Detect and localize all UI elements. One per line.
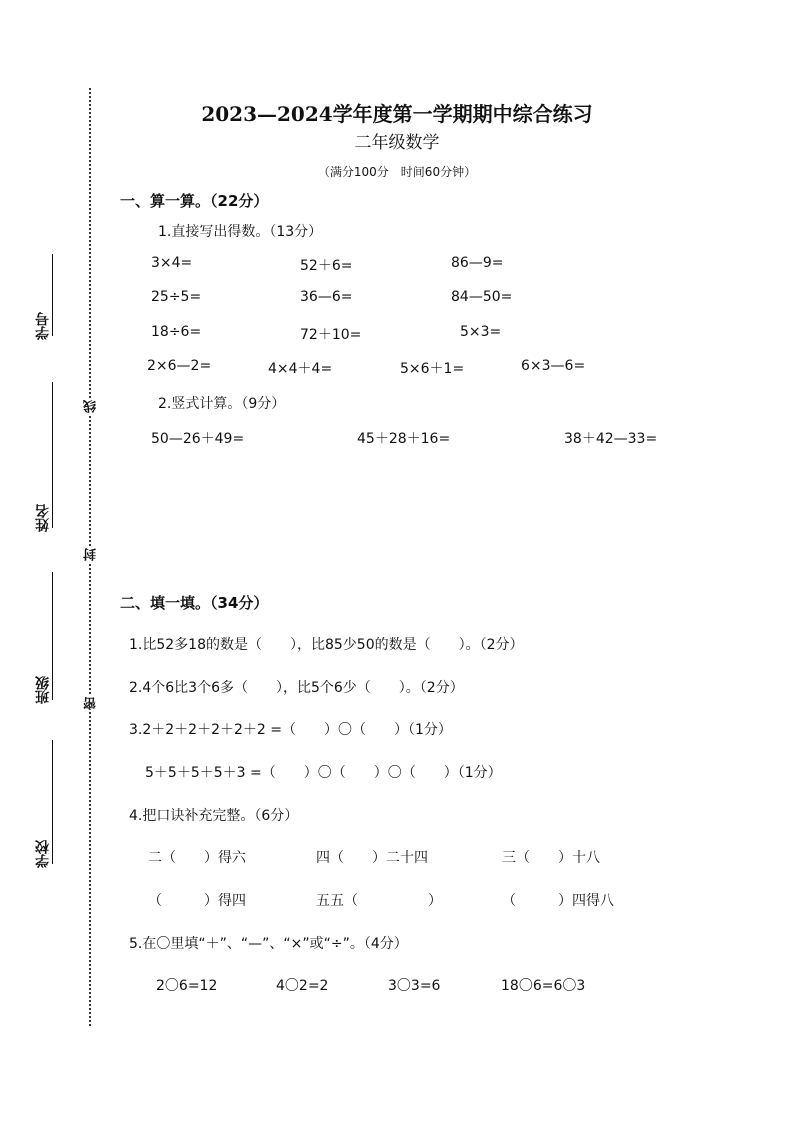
name-field[interactable] [52, 382, 53, 528]
equation: 86—9= [451, 255, 504, 271]
binding-char-secret: 密 [84, 697, 99, 710]
question-2-4: 4.把口诀补充完整。（6分） [129, 808, 299, 824]
equation: 4×4＋4= [268, 361, 333, 377]
question-2-3b: 5＋5＋5＋5＋3 =（ ）〇（ ）〇（ ）（1分） [145, 765, 502, 781]
exam-subtitle: 二年级数学 [354, 133, 440, 153]
vertical-equation: 50—26＋49= [151, 431, 245, 447]
section-2-heading: 二、填一填。（34分） [120, 594, 269, 612]
equation: 72＋10= [300, 327, 362, 343]
name-label: 姓名 [35, 504, 51, 532]
school-field[interactable] [52, 740, 53, 864]
vertical-equation: 45＋28＋16= [357, 431, 451, 447]
equation: 6×3—6= [521, 358, 586, 374]
equation: 18÷6= [151, 324, 202, 340]
mnemonic: 三（ ）十八 [502, 850, 600, 866]
binding-char-line: 线 [84, 400, 99, 413]
equation: 84—50= [451, 289, 513, 305]
vertical-equation: 38＋42—33= [564, 431, 658, 447]
mnemonic: 五五（ ） [316, 893, 442, 909]
question-1-2: 2.竖式计算。（9分） [158, 396, 286, 412]
equation: 25÷5= [151, 289, 202, 305]
school-label: 学校 [35, 840, 51, 868]
class-label: 班级 [35, 676, 51, 704]
student-number-field[interactable] [52, 254, 53, 336]
question-2-5: 5.在〇里填“＋”、“—”、“×”或“÷”。（4分） [129, 936, 408, 952]
equation: 3×4= [151, 255, 193, 271]
question-2-2: 2.4个6比3个6多（ ），比5个6少（ ）。（2分） [129, 680, 464, 696]
class-field[interactable] [52, 572, 53, 700]
equation: 5×6＋1= [400, 361, 465, 377]
section-1-heading: 一、算一算。（22分） [120, 192, 269, 210]
operator-fill: 3〇3=6 [388, 978, 441, 994]
question-1-1: 1.直接写出得数。（13分） [158, 224, 323, 240]
mnemonic: 二（ ）得六 [148, 850, 246, 866]
equation: 52＋6= [300, 258, 353, 274]
mnemonic: 四（ ）二十四 [316, 850, 428, 866]
student-number-label: 学号 [35, 312, 51, 340]
operator-fill: 2〇6=12 [156, 978, 218, 994]
question-2-3: 3.2＋2＋2＋2＋2＋2 =（ ）〇（ ）（1分） [129, 722, 452, 738]
operator-fill: 18〇6=6〇3 [501, 978, 586, 994]
equation: 5×3= [460, 324, 502, 340]
exam-note: （满分100分 时间60分钟） [317, 165, 477, 179]
equation: 36—6= [300, 289, 353, 305]
mnemonic: （ ）得四 [148, 893, 246, 909]
question-2-1: 1.比52多18的数是（ ），比85少50的数是（ ）。（2分） [129, 637, 524, 653]
mnemonic: （ ）四得八 [502, 893, 614, 909]
binding-char-seal: 封 [84, 548, 99, 561]
equation: 2×6—2= [147, 358, 212, 374]
operator-fill: 4〇2=2 [276, 978, 329, 994]
exam-title: 2023—2024学年度第一学期期中综合练习 [201, 102, 593, 126]
